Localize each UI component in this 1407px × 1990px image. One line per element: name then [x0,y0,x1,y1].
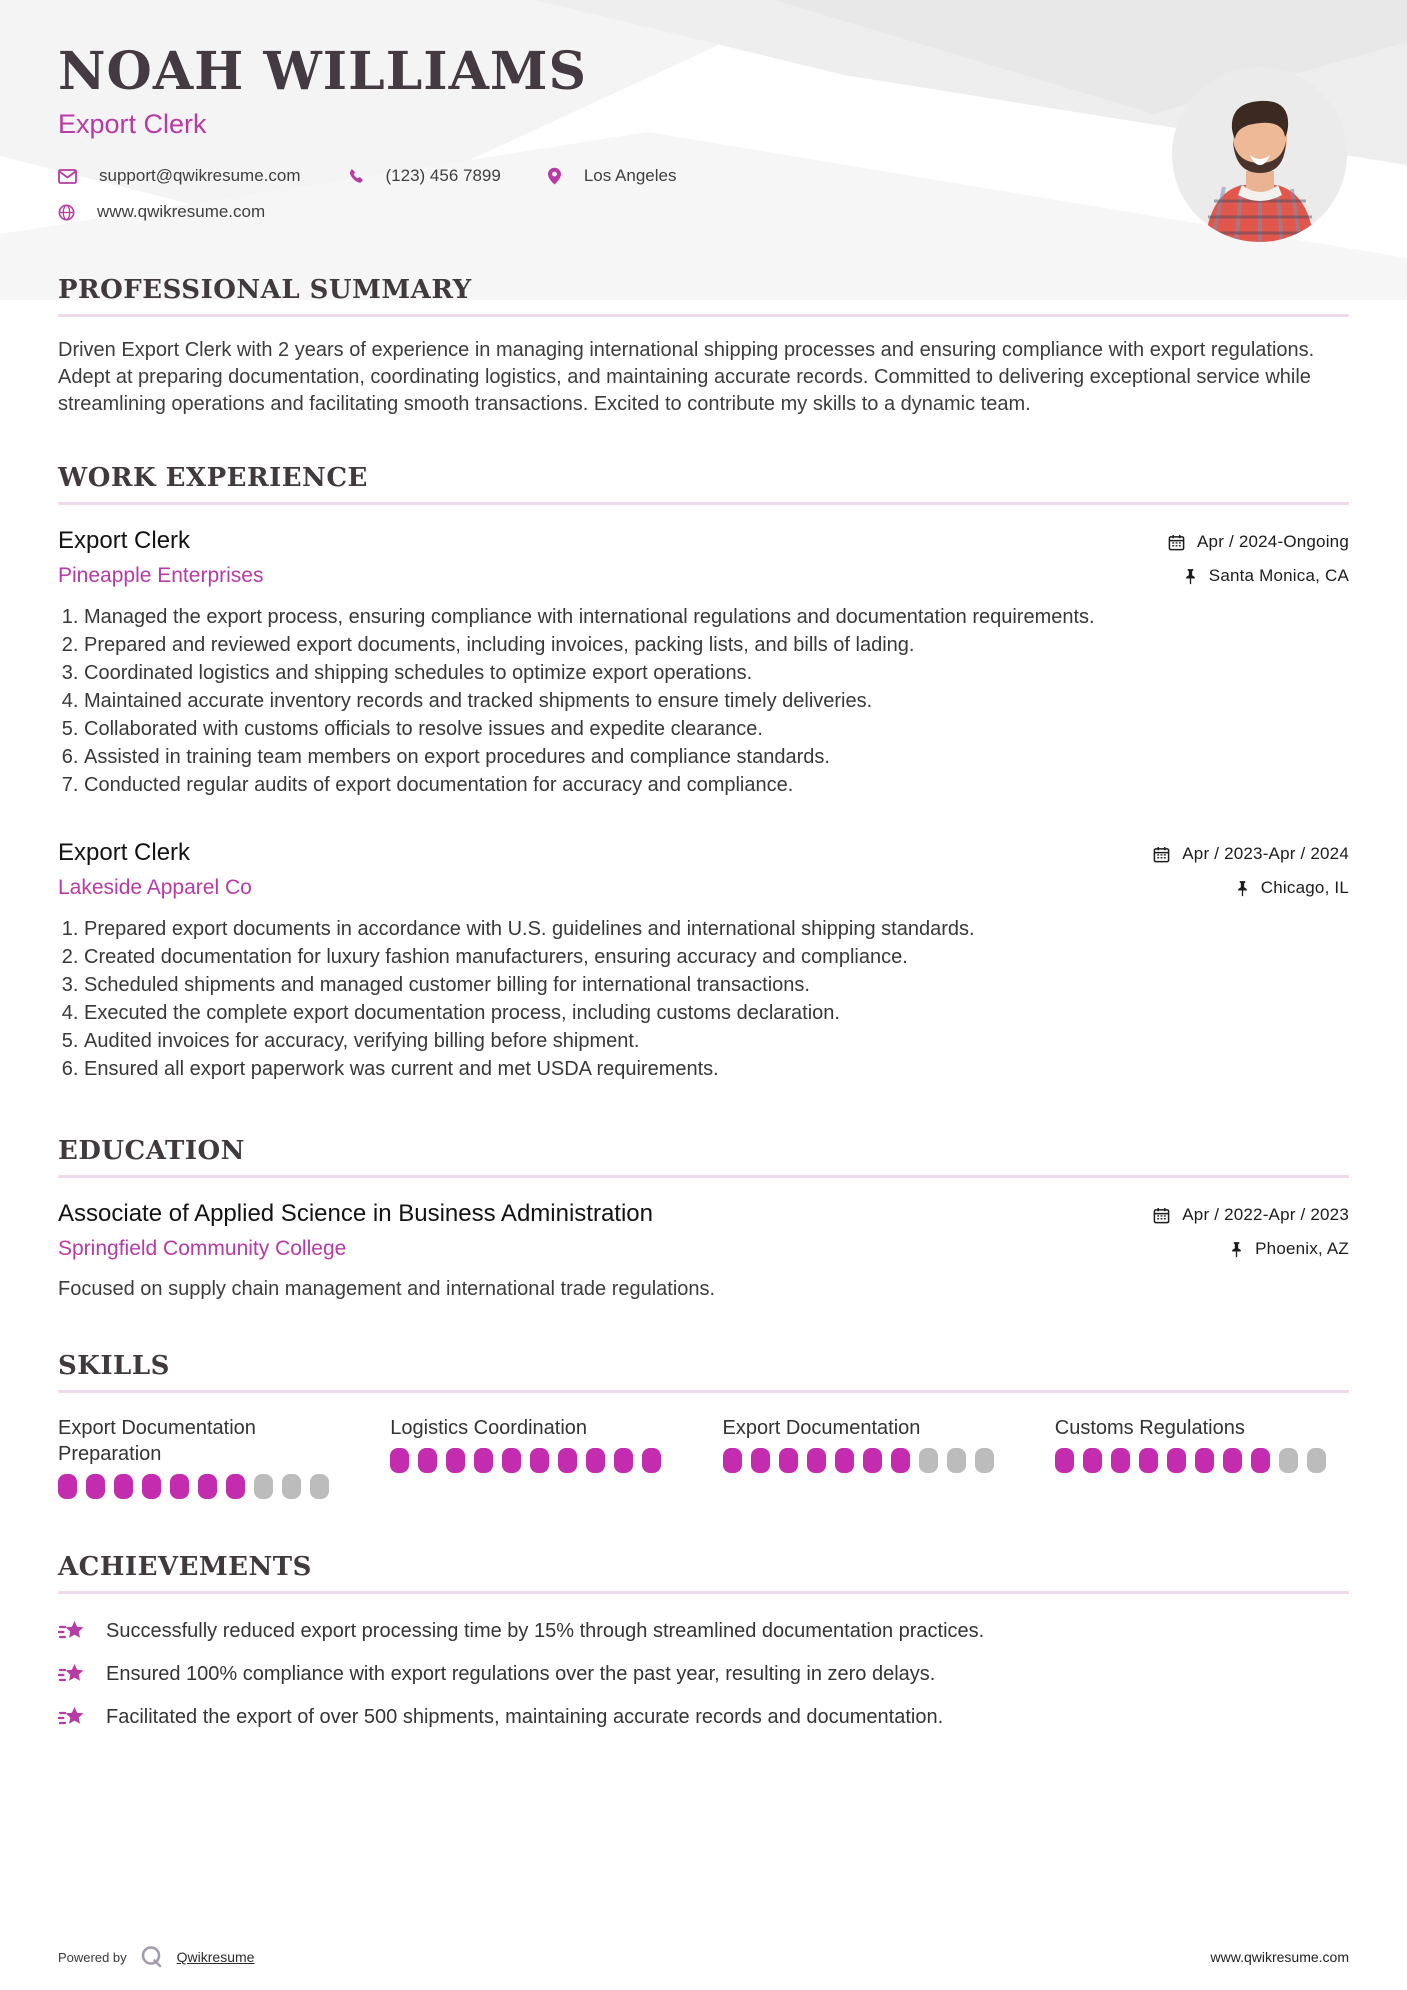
contact-row-secondary [58,202,1349,222]
job-company: Pineapple Enterprises [58,564,264,587]
rating-dot-filled [807,1448,826,1473]
work-experience-heading: WORK EXPERIENCE [58,463,368,493]
job-title: Export Clerk [58,839,191,866]
job-location: Chicago, IL [1153,877,1349,899]
section-education [58,1135,1349,1302]
section-divider [58,1175,1349,1178]
email-text: support@qwikresume.com [99,166,301,185]
rating-dot-filled [835,1448,854,1473]
skill-label: Logistics Coordination [390,1417,588,1439]
pushpin-icon [1184,568,1197,585]
rating-dot-empty [947,1448,966,1473]
job-dates: Apr / 2024-Ongoing [1168,531,1349,553]
rating-dot-filled [142,1474,161,1499]
section-divider [58,314,1349,317]
rating-dot-filled [58,1474,77,1499]
contact-location [547,166,677,186]
section-work-experience [58,462,1349,1083]
rating-dot-empty [975,1448,994,1473]
phone-icon [347,168,364,185]
summary-heading: PROFESSIONAL SUMMARY [58,275,472,305]
contact-phone [347,166,501,186]
rating-dot-empty [919,1448,938,1473]
skills-grid [58,1415,1349,1499]
section-divider [58,1390,1349,1393]
rating-dot-filled [114,1474,133,1499]
calendar-icon [1168,534,1185,551]
job-company: Lakeside Apparel Co [58,876,252,899]
rating-dot-empty [254,1474,273,1499]
job-1-bullet-list [58,603,1349,799]
contact-row-primary [58,166,1349,186]
skill-item [723,1415,1017,1499]
bullet: 5. Audited invoices for accuracy, verifying billing before shipment. [84,1027,1349,1055]
skill-item [1055,1415,1349,1499]
bullet: 1. Prepared export documents in accordance with U.S. guidelines and international shipping standards. [84,915,1349,943]
location-text: Los Angeles [583,166,677,185]
job-2-bullet-list [58,915,1349,1083]
rating-dot-filled [1111,1448,1130,1473]
person-title: Export Clerk [58,109,207,139]
person-name: NOAH WILLIAMS [58,41,588,102]
globe-icon [58,204,75,221]
job-entry-2-header [58,839,1349,901]
rating-dot-filled [586,1448,605,1473]
rating-dot-filled [723,1448,742,1473]
rating-dot-filled [390,1448,409,1473]
section-achievements [58,1551,1349,1731]
pushpin-icon [1236,880,1249,897]
rating-dot-filled [863,1448,882,1473]
rating-dot-filled [558,1448,577,1473]
rating-dot-filled [614,1448,633,1473]
rating-dot-filled [446,1448,465,1473]
bullet: 3. Scheduled shipments and managed customer billing for international transactions. [84,971,1349,999]
bullet: 6. Ensured all export paperwork was current and met USDA requirements. [84,1055,1349,1083]
rating-dot-filled [751,1448,770,1473]
rating-dot-filled [642,1448,661,1473]
bullet: 4. Maintained accurate inventory records and tracked shipments to ensure timely deliveries. [84,687,1349,715]
bullet: 4. Executed the complete export documentation process, including customs declaration. [84,999,1349,1027]
achievement-text: Facilitated the export of over 500 shipments, maintaining accurate records and documentation. [106,1706,944,1728]
calendar-icon [1153,1207,1170,1224]
qwikresume-logo-icon [139,1944,165,1970]
skill-item [58,1415,352,1499]
award-star-icon [58,1662,86,1688]
school-name: Springfield Community College [58,1237,347,1260]
education-description: Focused on supply chain management and international trade regulations. [58,1278,716,1300]
rating-dot-empty [1307,1448,1326,1473]
rating-dot-filled [1055,1448,1074,1473]
rating-dot-filled [1139,1448,1158,1473]
award-star-icon [58,1619,86,1645]
bullet: 1. Managed the export process, ensuring compliance with international regulations and documentation requirements. [84,603,1349,631]
rating-dot-filled [226,1474,245,1499]
bullet: 2. Created documentation for luxury fashion manufacturers, ensuring accuracy and compliance. [84,943,1349,971]
contact-website [58,202,265,222]
section-skills [58,1350,1349,1499]
rating-dot-filled [530,1448,549,1473]
education-entry [58,1200,1349,1302]
education-heading: EDUCATION [58,1136,245,1166]
rating-dot-empty [282,1474,301,1499]
rating-dot-filled [418,1448,437,1473]
section-professional-summary [58,274,1349,418]
section-divider [58,502,1349,505]
skills-heading: SKILLS [58,1351,170,1381]
bullet: 5. Collaborated with customs officials to resolve issues and expedite clearance. [84,715,1349,743]
job-dates: Apr / 2023-Apr / 2024 [1153,843,1349,865]
rating-dot-filled [779,1448,798,1473]
award-star-icon [58,1705,86,1731]
bullet: 7. Conducted regular audits of export documentation for accuracy and compliance. [84,771,1349,799]
powered-by-label: Powered by [58,1949,127,1965]
education-dates: Apr / 2022-Apr / 2023 [1153,1204,1349,1226]
job-title: Export Clerk [58,527,191,554]
bullet: 2. Prepared and reviewed export documents, including invoices, packing lists, and bills of lading. [84,631,1349,659]
skill-rating [390,1448,684,1473]
envelope-icon [58,169,77,184]
achievement-text: Successfully reduced export processing time by 15% through streamlined documentation practices. [106,1620,985,1642]
location-pin-icon [547,167,562,185]
rating-dot-filled [86,1474,105,1499]
rating-dot-filled [1167,1448,1186,1473]
achievement-item [58,1704,1349,1731]
rating-dot-filled [1251,1448,1270,1473]
rating-dot-filled [891,1448,910,1473]
bullet: 3. Coordinated logistics and shipping schedules to optimize export operations. [84,659,1349,687]
rating-dot-filled [170,1474,189,1499]
skill-rating [1055,1448,1349,1473]
achievement-item [58,1661,1349,1688]
summary-paragraph: Driven Export Clerk with 2 years of experience in managing international shipping processes and ensuring compliance with export regulations. Adept at preparing documentation, coordinating logistics, and maintaining accurate records. Committed to delivering exceptional service while streamlining operations and facilitating smooth transactions. Excited to contribute my skills to a dynamic team. [58,339,1315,415]
website-text: www.qwikresume.com [97,202,266,221]
rating-dot-filled [1223,1448,1242,1473]
skill-item [390,1415,684,1499]
education-location: Phoenix, AZ [1153,1238,1349,1260]
achievement-text: Ensured 100% compliance with export regulations over the past year, resulting in zero delays. [106,1663,936,1685]
achievement-item [58,1618,1349,1645]
rating-dot-filled [502,1448,521,1473]
phone-text: (123) 456 7899 [385,166,501,185]
skill-label: Customs Regulations [1054,1417,1245,1439]
skill-label: Export Documentation [722,1417,921,1439]
rating-dot-empty [1279,1448,1298,1473]
footer-website: www.qwikresume.com [1210,1949,1349,1965]
page-footer [58,1944,1349,1970]
qwikresume-link[interactable]: Qwikresume [176,1949,255,1965]
pushpin-icon [1230,1241,1243,1258]
job-location: Santa Monica, CA [1168,565,1349,587]
skill-rating [723,1448,1017,1473]
skill-label: Export Documentation Preparation [58,1417,256,1465]
skill-rating [58,1474,352,1499]
rating-dot-filled [198,1474,217,1499]
contact-email [58,166,301,186]
section-divider [58,1591,1349,1594]
rating-dot-empty [310,1474,329,1499]
rating-dot-filled [474,1448,493,1473]
degree-title: Associate of Applied Science in Business Administration [58,1200,653,1227]
achievements-heading: ACHIEVEMENTS [58,1552,312,1582]
bullet: 6. Assisted in training team members on export procedures and compliance standards. [84,743,1349,771]
calendar-icon [1153,846,1170,863]
job-entry-1-header [58,527,1349,589]
rating-dot-filled [1195,1448,1214,1473]
rating-dot-filled [1083,1448,1102,1473]
